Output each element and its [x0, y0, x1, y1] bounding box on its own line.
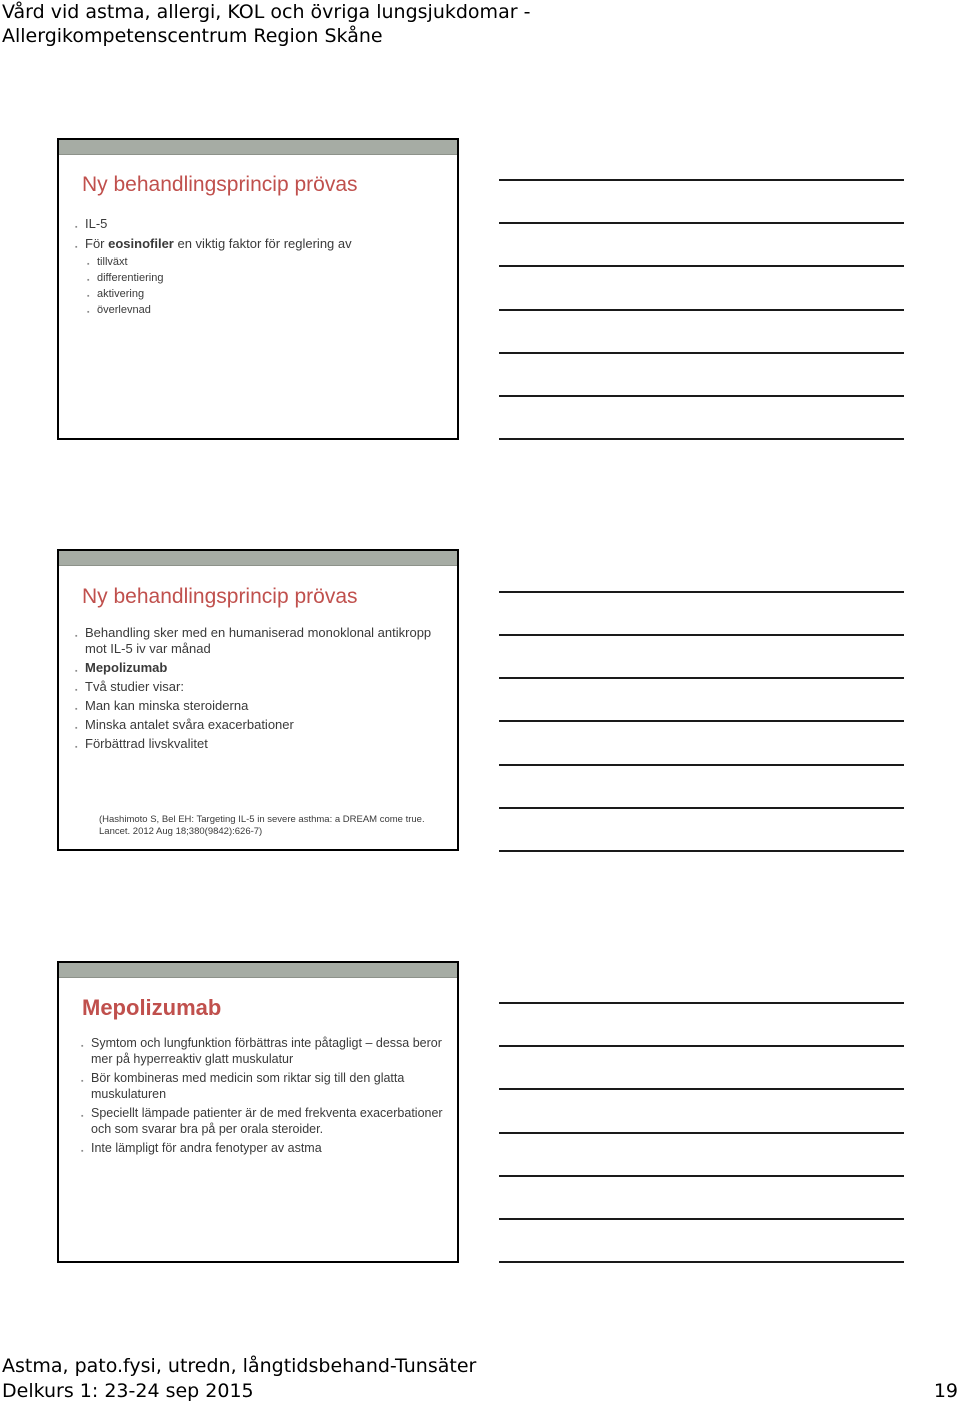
slide-title: Ny behandlingsprincip prövas [82, 173, 358, 196]
slide-title: Ny behandlingsprincip prövas [82, 585, 358, 608]
notes-line [499, 1088, 904, 1090]
document-footer-line-1: Astma, pato.fysi, utredn, långtidsbehand-Tunsäter [2, 1355, 477, 1377]
list-item: ▪ Inte lämpligt för andra fenotyper av astma [81, 1140, 446, 1156]
notes-line [499, 850, 904, 852]
list-item: ▪ Speciellt lämpade patienter är de med frekventa exacerbationer och som svarar bra på per orala steroider. [81, 1105, 446, 1137]
list-item: ▪ IL-5 [75, 214, 445, 234]
notes-line [499, 1218, 904, 1220]
slide-bullet-list [75, 625, 450, 755]
slide-2 [57, 549, 459, 851]
sub-list-item: ▪ differentiering [75, 270, 445, 286]
notes-line [499, 352, 904, 354]
page-number: 19 [933, 1380, 958, 1402]
slide-1 [57, 138, 459, 440]
list-item: ▪ Bör kombineras med medicin som riktar sig till den glatta muskulaturen [81, 1070, 446, 1102]
notes-line [499, 1045, 904, 1047]
notes-line [499, 591, 904, 593]
slide-3 [57, 961, 459, 1263]
slide-bullet-list [75, 214, 445, 318]
notes-line [499, 720, 904, 722]
document-header-line-1: Vård vid astma, allergi, KOL och övriga lungsjukdomar - [2, 1, 531, 23]
list-item: ▪ För eosinofiler en viktig faktor för reglering av [75, 234, 445, 254]
notes-line [499, 677, 904, 679]
document-footer-line-2: Delkurs 1: 23-24 sep 2015 [2, 1380, 254, 1402]
slide-title-bar [59, 140, 457, 155]
slide-title-bar [59, 551, 457, 566]
notes-line [499, 179, 904, 181]
list-item: ▪ Två studier visar: [75, 679, 450, 695]
list-item: ▪ Man kan minska steroiderna [75, 698, 450, 714]
slide-reference: (Hashimoto S, Bel EH: Targeting IL-5 in severe asthma: a DREAM come true. Lancet. 2012 Aug 18;380(9842):626-7) [99, 814, 425, 837]
document-header-line-2: Allergikompetenscentrum Region Skåne [2, 25, 383, 47]
notes-line [499, 1175, 904, 1177]
sub-list-item: ▪ överlevnad [75, 302, 445, 318]
notes-line [499, 265, 904, 267]
slide-title: Mepolizumab [82, 995, 222, 1020]
notes-line [499, 1002, 904, 1004]
notes-line [499, 438, 904, 440]
notes-line [499, 634, 904, 636]
list-item: ▪ Minska antalet svåra exacerbationer [75, 717, 450, 733]
notes-line [499, 1132, 904, 1134]
notes-line [499, 1261, 904, 1263]
sub-list-item: ▪ tillväxt [75, 254, 445, 270]
notes-line [499, 807, 904, 809]
notes-line [499, 764, 904, 766]
slide-title-bar [59, 963, 457, 978]
list-item: ▪ Symtom och lungfunktion förbättras inte påtagligt – dessa beror mer på hyperreaktiv glatt muskulatur [81, 1035, 446, 1067]
slide-bullet-list [81, 1035, 446, 1159]
notes-line [499, 222, 904, 224]
sub-list-item: ▪ aktivering [75, 286, 445, 302]
list-item: ▪ Förbättrad livskvalitet [75, 736, 450, 752]
list-item: ▪ Mepolizumab [75, 660, 450, 676]
list-item: ▪ Behandling sker med en humaniserad monoklonal antikropp mot IL-5 iv var månad [75, 625, 450, 657]
notes-line [499, 395, 904, 397]
notes-line [499, 309, 904, 311]
